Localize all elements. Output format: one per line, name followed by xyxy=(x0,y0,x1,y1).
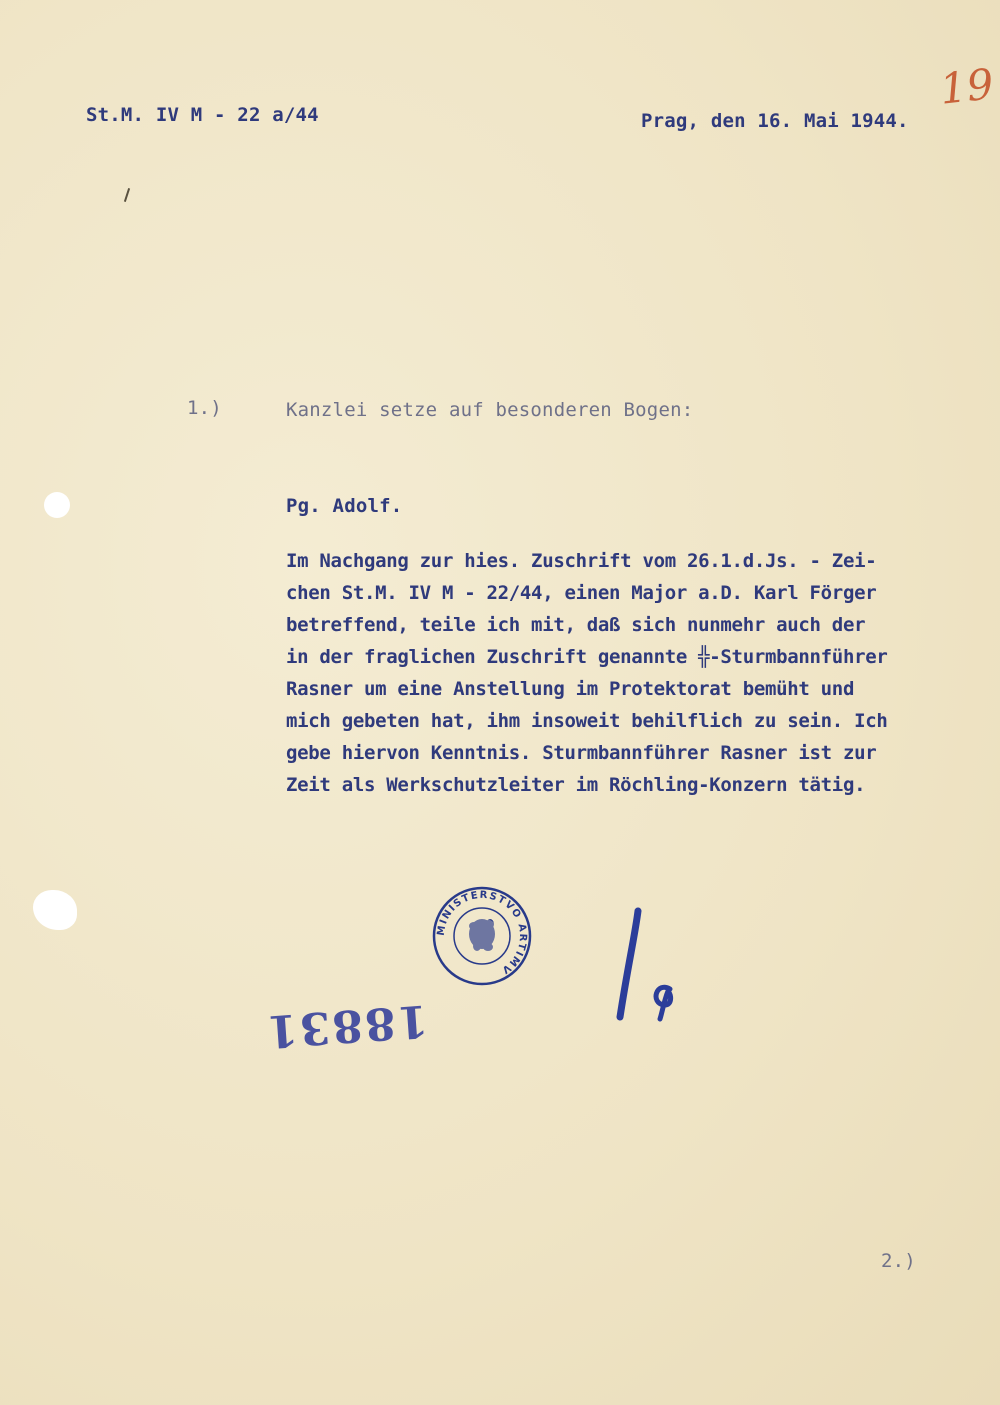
letter-line: betreffend, teile ich mit, daß sich nunmehr auch der xyxy=(286,614,866,636)
letter-line: Rasner um eine Anstellung im Protektorat bemüht und xyxy=(286,678,855,700)
stamp-text: MINISTERSTVO ARTIMV xyxy=(435,889,529,977)
letter-line: mich gebeten hat, ihm insoweit behilflich zu sein. Ich xyxy=(286,710,888,732)
signature-mark xyxy=(598,905,678,1025)
folio-number: 19 xyxy=(937,59,996,114)
letter-line: Im Nachgang zur hies. Zuschrift vom 26.1.d.Js. - Zei- xyxy=(286,550,877,572)
punch-hole-bottom xyxy=(33,890,77,930)
reference-number: St.M. IV M - 22 a/44 xyxy=(86,104,319,126)
item-1-number: 1.) xyxy=(187,397,222,419)
place-date: Prag, den 16. Mai 1944. xyxy=(641,110,909,132)
letter-line: gebe hiervon Kenntnis. Sturmbannführer Rasner ist zur xyxy=(286,742,877,764)
item-1-instruction: Kanzlei setze auf besonderen Bogen: xyxy=(286,399,694,421)
pencil-mark xyxy=(124,188,130,202)
ministry-stamp xyxy=(430,884,534,988)
pencil-number: 18831 xyxy=(263,994,430,1057)
letter-line: in der fraglichen Zuschrift genannte ╬-Sturmbannführer xyxy=(286,646,888,668)
item-2-number: 2.) xyxy=(881,1250,916,1272)
letter-line: chen St.M. IV M - 22/44, einen Major a.D. Karl Förger xyxy=(286,582,877,604)
punch-hole-top xyxy=(44,492,70,518)
salutation: Pg. Adolf. xyxy=(286,495,403,517)
letter-line: Zeit als Werkschutzleiter im Röchling-Konzern tätig. xyxy=(286,774,866,796)
